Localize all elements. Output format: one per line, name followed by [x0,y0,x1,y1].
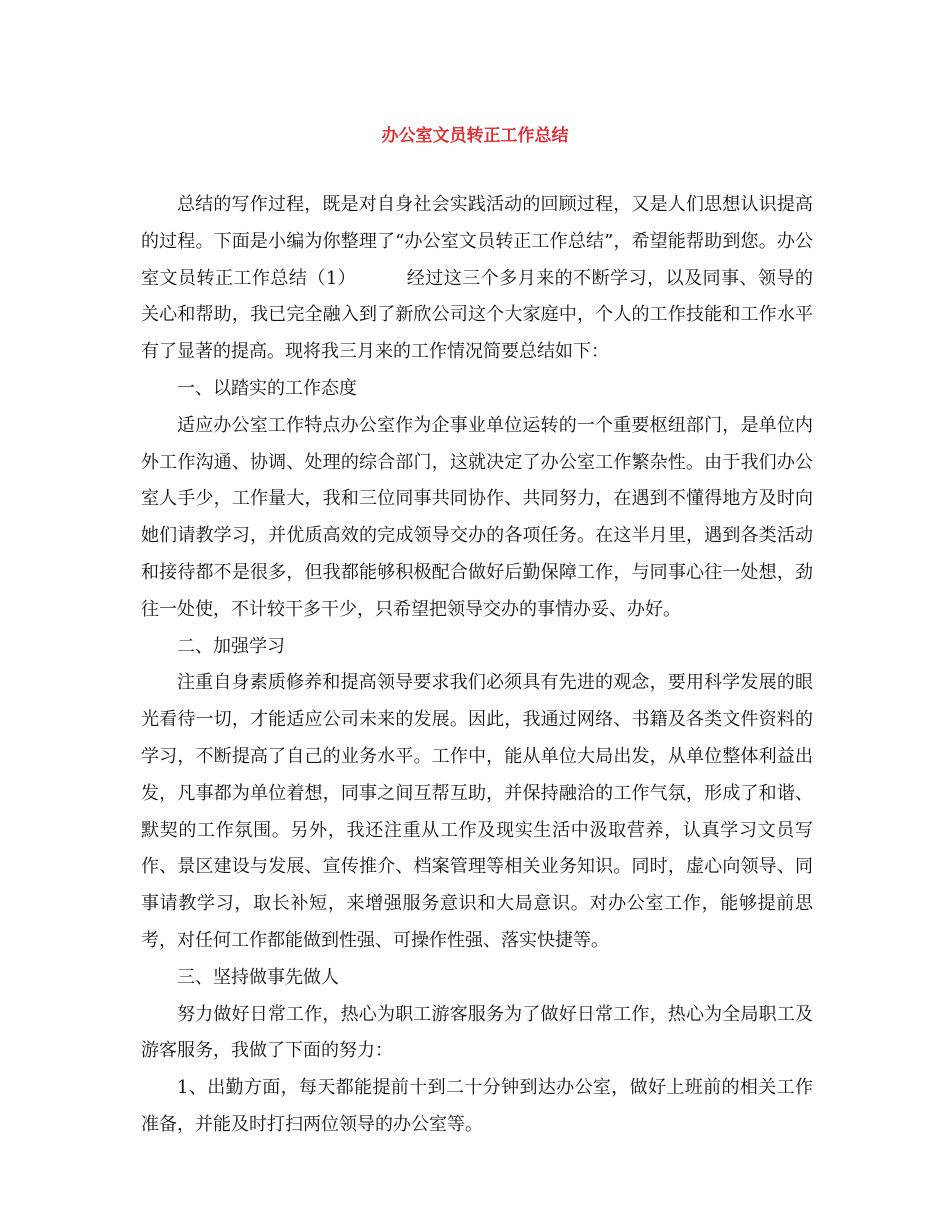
intro-text: 总结的写作过程，既是对自身社会实践活动的回顾过程，又是人们思想认识提高的过程。下面是小编为你整理了“办公室文员转正工作总结”，希望能帮助到您。 [141,194,813,252]
paragraph-2: 注重自身素质修养和提高领导要求我们必须具有先进的观念，要用科学发展的眼光看待一切，才能适应公司未来的发展。因此，我通过网络、书籍及各类文件资料的学习，不断提高了自己的业务水平。工作中，能从单位大局出发，从单位整体利益出发，凡事都为单位着想，同事之间互帮互助，并保持融洽的工作气氛，形成了和谐、默契的工作氛围。另外，我还注重从工作及现实生活中汲取营养，认真学习文员写作、景区建设与发展、宣传推介、档案管理等相关业务知识。同时，虚心向领导、同事请教学习，取长补短，来增强服务意识和大局意识。对办公室工作，能够提前思考，对任何工作都能做到性强、可操作性强、落实快捷等。 [141,672,813,951]
section-text: 经过这三个多月来的不断学习，以及同事、领导的关心和帮助，我已完全融入到了新欣公司这个大家庭中，个人的工作技能和工作水平有了显著的提高。现将我三月来的工作情况简要总结如下： [141,267,814,363]
section-label: 办公室文员转正工作总结（1） [141,230,813,289]
paragraph-3: 努力做好日常工作，热心为职工游客服务为了做好日常工作，热心为全局职工及游客服务，我做了下面的努力： [141,1003,813,1062]
heading-1: 一、以踏实的工作态度 [177,377,357,399]
paragraph-1: 适应办公室工作特点办公室作为企事业单位运转的一个重要枢纽部门，是单位内外工作沟通、协调、处理的综合部门，这就决定了办公室工作繁杂性。由于我们办公室人手少，工作量大，我和三位同事共同协作、共同努力，在遇到不懂得地方及时向她们请教学习，并优质高效的完成领导交办的各项任务。在这半月里，遇到各类活动和接待都不是很多，但我都能够积极配合做好后勤保障工作，与同事心往一处想，劲往一处使，不计较干多干少，只希望把领导交办的事情办妥、办好。 [141,414,813,620]
document-body [141,187,813,1144]
heading-3: 三、坚持做事先做人 [177,966,339,988]
intro-paragraph [141,187,813,371]
document-title: 办公室文员转正工作总结 [381,126,569,146]
heading-2: 二、加强学习 [177,635,285,657]
paragraph-4: 1、出勤方面，每天都能提前十到二十分钟到达办公室，做好上班前的相关工作准备，并能及时打扫两位领导的办公室等。 [141,1077,813,1135]
